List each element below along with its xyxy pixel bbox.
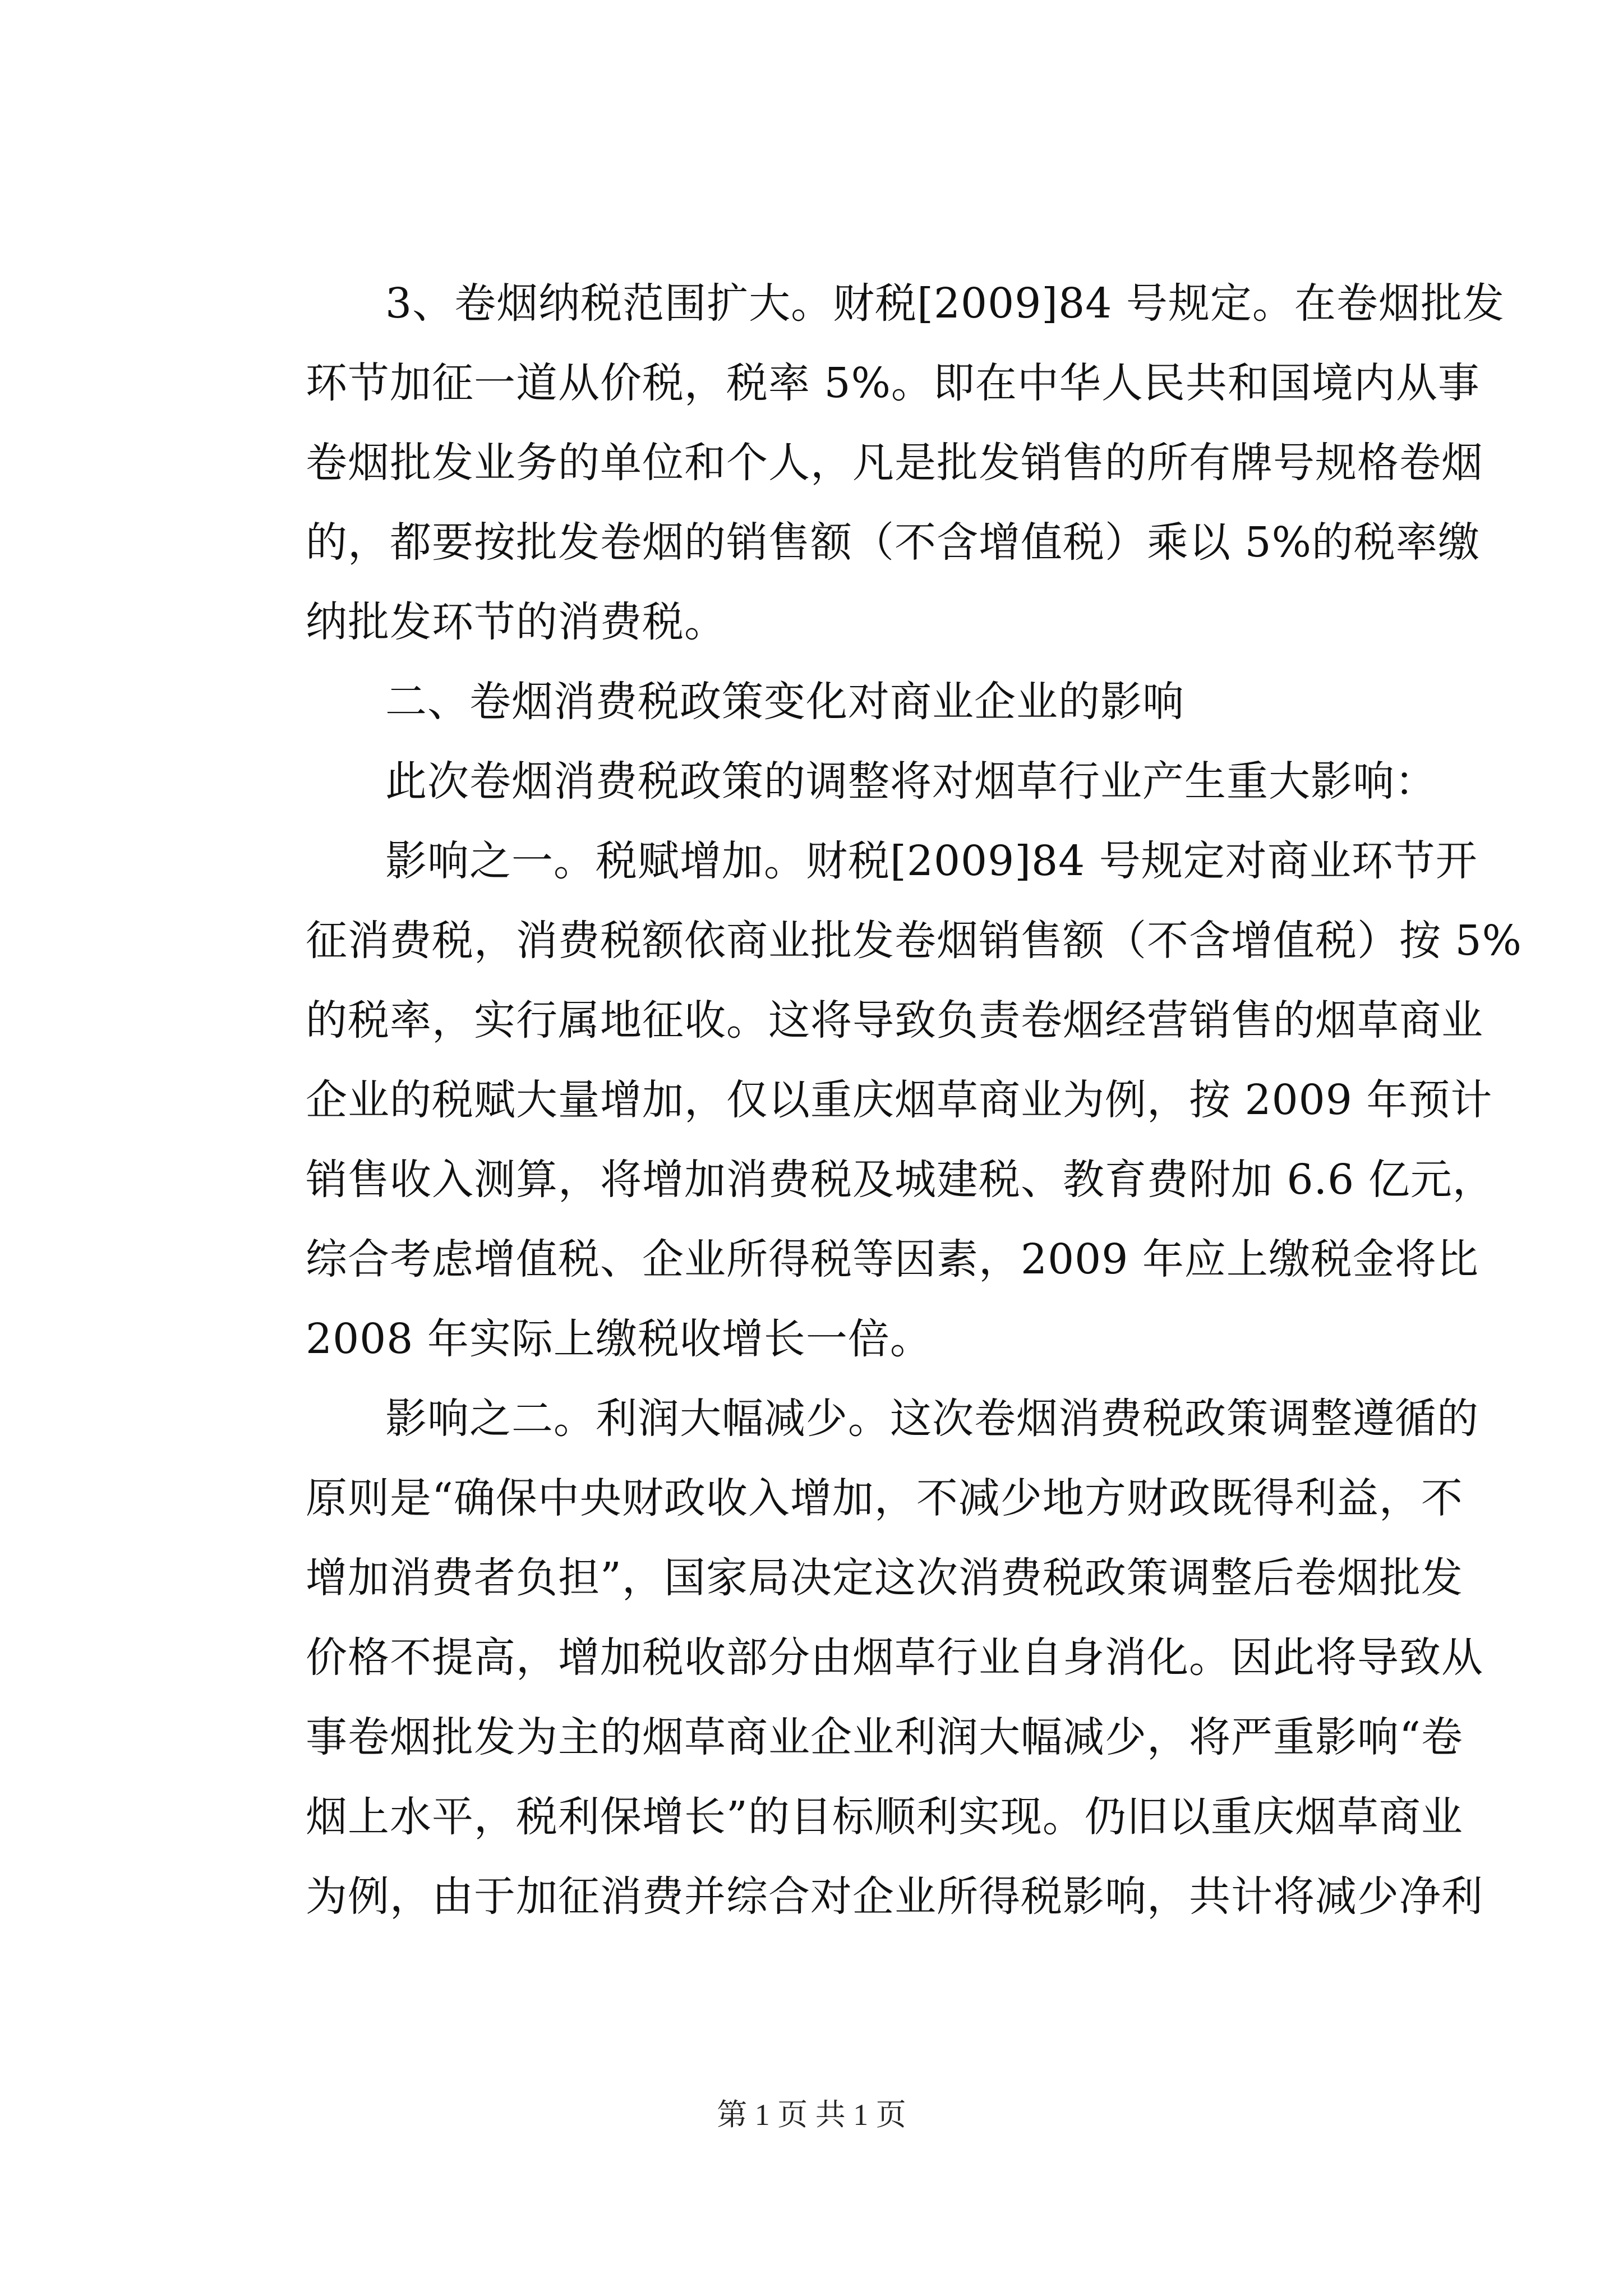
text-line: 此次卷烟消费税政策的调整将对烟草行业产生重大影响：: [385, 757, 1437, 806]
text-line: 环节加征一道从价税，税率 5%。即在中华人民共和国境内从事: [306, 359, 1480, 407]
text-line: 企业的税赋大量增加，仅以重庆烟草商业为例，按 2009 年预计: [306, 1076, 1493, 1124]
page-footer: [0, 2092, 1623, 2137]
text-line: 原则是“确保中央财政收入增加，不减少地方财政既得利益，不: [306, 1474, 1463, 1522]
text-line: 卷烟批发业务的单位和个人，凡是批发销售的所有牌号规格卷烟: [306, 439, 1483, 487]
text-line: 影响之一。税赋增加。财税[2009]84 号规定对商业环节开: [385, 837, 1478, 885]
text-line: 事卷烟批发为主的烟草商业企业利润大幅减少，将严重影响“卷: [306, 1713, 1463, 1761]
text-line: 烟上水平，税利保增长”的目标顺利实现。仍旧以重庆烟草商业: [306, 1793, 1463, 1841]
text-line: 纳批发环节的消费税。: [306, 598, 726, 646]
document-body: [306, 264, 1522, 1936]
section-heading: 二、卷烟消费税政策变化对商业企业的影响: [385, 678, 1184, 726]
text-line: 征消费税，消费税额依商业批发卷烟销售额（不含增值税）按 5%: [306, 917, 1522, 965]
page-number-label: 第 1 页 共 1 页: [717, 2098, 906, 2132]
text-line: 增加消费者负担”，国家局决定这次消费税政策调整后卷烟批发: [306, 1554, 1463, 1602]
text-line: 2008 年实际上缴税收增长一倍。: [306, 1315, 932, 1363]
text-line: 综合考虑增值税、企业所得税等因素，2009 年应上缴税金将比: [306, 1235, 1479, 1283]
text-line: 影响之二。利润大幅减少。这次卷烟消费税政策调整遵循的: [385, 1395, 1479, 1443]
text-line: 为例，由于加征消费并综合对企业所得税影响，共计将减少净利: [306, 1872, 1483, 1921]
text-line: 的，都要按批发卷烟的销售额（不含增值税）乘以 5%的税率缴: [306, 518, 1480, 567]
text-line: 3、卷烟纳税范围扩大。财税[2009]84 号规定。在卷烟批发: [385, 279, 1505, 328]
text-line: 价格不提高，增加税收部分由烟草行业自身消化。因此将导致从: [306, 1634, 1483, 1682]
text-line: 的税率，实行属地征收。这将导致负责卷烟经营销售的烟草商业: [306, 996, 1483, 1045]
text-line: 销售收入测算，将增加消费税及城建税、教育费附加 6.6 亿元，: [306, 1156, 1495, 1204]
